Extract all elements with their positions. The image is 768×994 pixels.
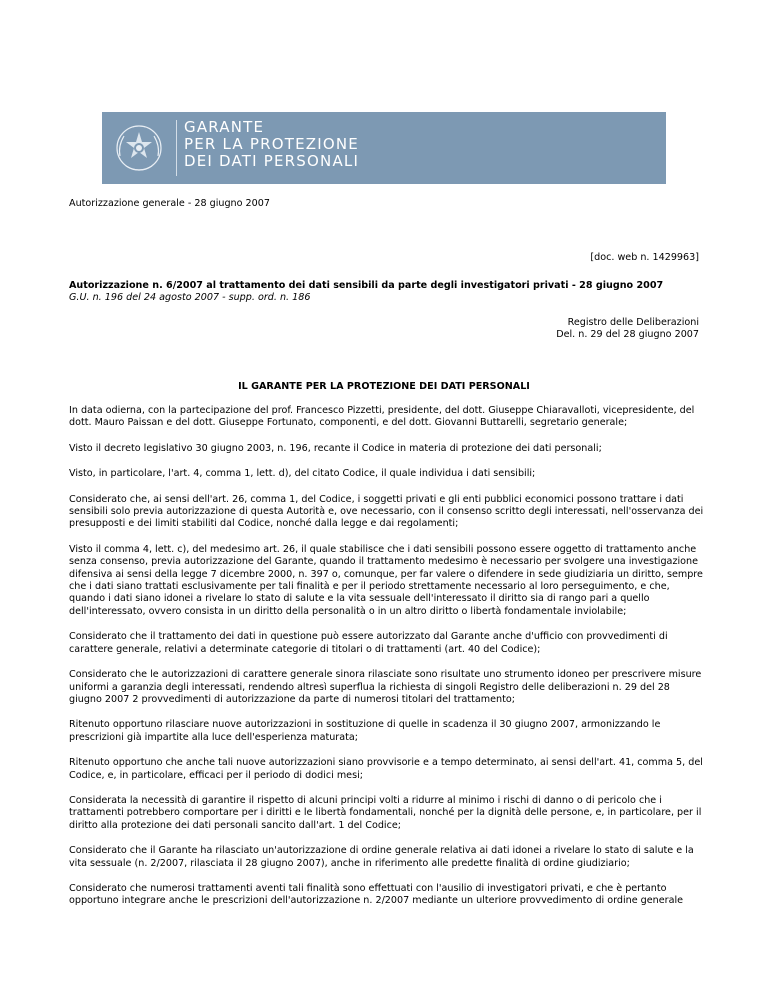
body-paragraph: Visto, in particolare, l'art. 4, comma 1, lett. d), del citato Codice, il quale individua i dati sensibili; [69, 468, 536, 480]
registry-block [556, 317, 699, 342]
logo-line: GARANTE [184, 118, 265, 136]
document-body [69, 405, 704, 921]
logo-divider [176, 120, 177, 176]
body-paragraph: Visto il comma 4, lett. c), del medesimo art. 26, il quale stabilisce che i dati sensibili possono essere oggetto di trattamento anche senza consenso, previa autorizzazione del Garante, quando il trattamento medesimo è necessario per svolgere una investigazione difensiva ai sensi della legge 7 dicembre 2000, n. 397 o, comunque, per far valere o difendere in sede giudiziaria un diritto, sempre che i dati siano trattati esclusivamente per tali finalità e per il periodo strettamente necessario al loro perseguimento, e che, quando i dati siano idonei a rivelare lo stato di salute e la vita sessuale dell'interessato il diritto sia di rango pari a quello dell'interessato, ovvero consista in un diritto della personalità o in un altro diritto o libertà fondamentale inviolabile; [69, 543, 703, 617]
logo-line: DEI DATI PERSONALI [184, 152, 360, 170]
body-paragraph: In data odierna, con la partecipazione del prof. Francesco Pizzetti, presidente, del dott. Giuseppe Chiaravalloti, vicepresidente, del dott. Mauro Paissan e del dott. Giuseppe Fortunato, componenti, e del dott. Giovanni Buttarelli, segretario generale; [69, 405, 695, 429]
logo-wordmark [184, 119, 359, 170]
body-paragraph: Ritenuto opportuno rilasciare nuove autorizzazioni in sostituzione di quelle in scadenza il 30 giugno 2007, armonizzando le prescrizioni già impartite alla luce dell'esperienza maturata; [69, 719, 661, 743]
body-paragraph: Visto il decreto legislativo 30 giugno 2003, n. 196, recante il Codice in materia di protezione dei dati personali; [69, 442, 602, 454]
body-paragraph: Ritenuto opportuno che anche tali nuove autorizzazioni siano provvisorie e a tempo determinato, ai sensi dell'art. 41, comma 5, del Codice, e, in particolare, efficaci per il periodo di dodici mesi; [69, 757, 703, 781]
document-title: Autorizzazione n. 6/2007 al trattamento dei dati sensibili da parte degli investigatori privati - 28 giugno 2007 [69, 280, 664, 291]
registry-line: Registro delle Deliberazioni [567, 317, 699, 328]
body-paragraph: Considerata la necessità di garantire il rispetto di alcuni principi volti a ridurre al minimo i rischi di danno o di pericolo che i trattamenti potrebbero comportare per i diritti e le libertà fondamentali, nonché per la dignità delle persone, e, in particolare, per il diritto alla protezione dei dati personali sancito dall'art. 1 del Codice; [69, 794, 702, 831]
logo-line: PER LA PROTEZIONE [184, 135, 359, 153]
gazette-reference: G.U. n. 196 del 24 agosto 2007 - supp. ord. n. 186 [69, 292, 311, 303]
body-paragraph: Considerato che, ai sensi dell'art. 26, comma 1, del Codice, i soggetti privati e gli enti pubblici economici possono trattare i dati sensibili solo previa autorizzazione di questa Autorità e, ove necessario, con il consenso scritto degli interessati, nell'osservanza dei presupposti e dei limiti stabiliti dal Codice, nonché dalla legge e dai regolamenti; [69, 493, 704, 530]
doc-web-reference: [doc. web n. 1429963] [590, 252, 699, 263]
emblem-icon [110, 116, 168, 180]
body-paragraph: Considerato che il trattamento dei dati in questione può essere autorizzato dal Garante anche d'ufficio con provvedimenti di carattere generale, relativi a determinate categorie di titolari o di trattamenti (art. 40 del Codice); [69, 631, 668, 655]
body-paragraph: Considerato che numerosi trattamenti aventi tali finalità sono effettuati con l'ausilio di investigatori privati, e che è pertanto opportuno integrare anche le prescrizioni dell'autorizzazione n. 2/2007 mediante un ulteriore provvedimento di ordine generale [69, 882, 684, 907]
document-type-line: Autorizzazione generale - 28 giugno 2007 [69, 198, 270, 209]
registry-line: Del. n. 29 del 28 giugno 2007 [556, 329, 699, 341]
section-heading: IL GARANTE PER LA PROTEZIONE DEI DATI PERSONALI [238, 381, 530, 392]
body-paragraph: Considerato che le autorizzazioni di carattere generale sinora rilasciate sono risultate uno strumento idoneo per prescrivere misure uniformi a garanzia degli interessati, rendendo altresì superflua la richiesta di singoli Registro delle deliberazioni n. 29 del 28 giugno 2007 2 provvedimenti di autorizzazione da parte di numerosi titolari del trattamento; [69, 669, 702, 705]
body-paragraph: Considerato che il Garante ha rilasciato un'autorizzazione di ordine generale relativa ai dati idonei a rivelare lo stato di salute e la vita sessuale (n. 2/2007, rilasciata il 28 giugno 2007), anche in riferimento alle predette finalità di ordine giudiziario; [69, 845, 694, 869]
logo-banner [102, 112, 666, 184]
